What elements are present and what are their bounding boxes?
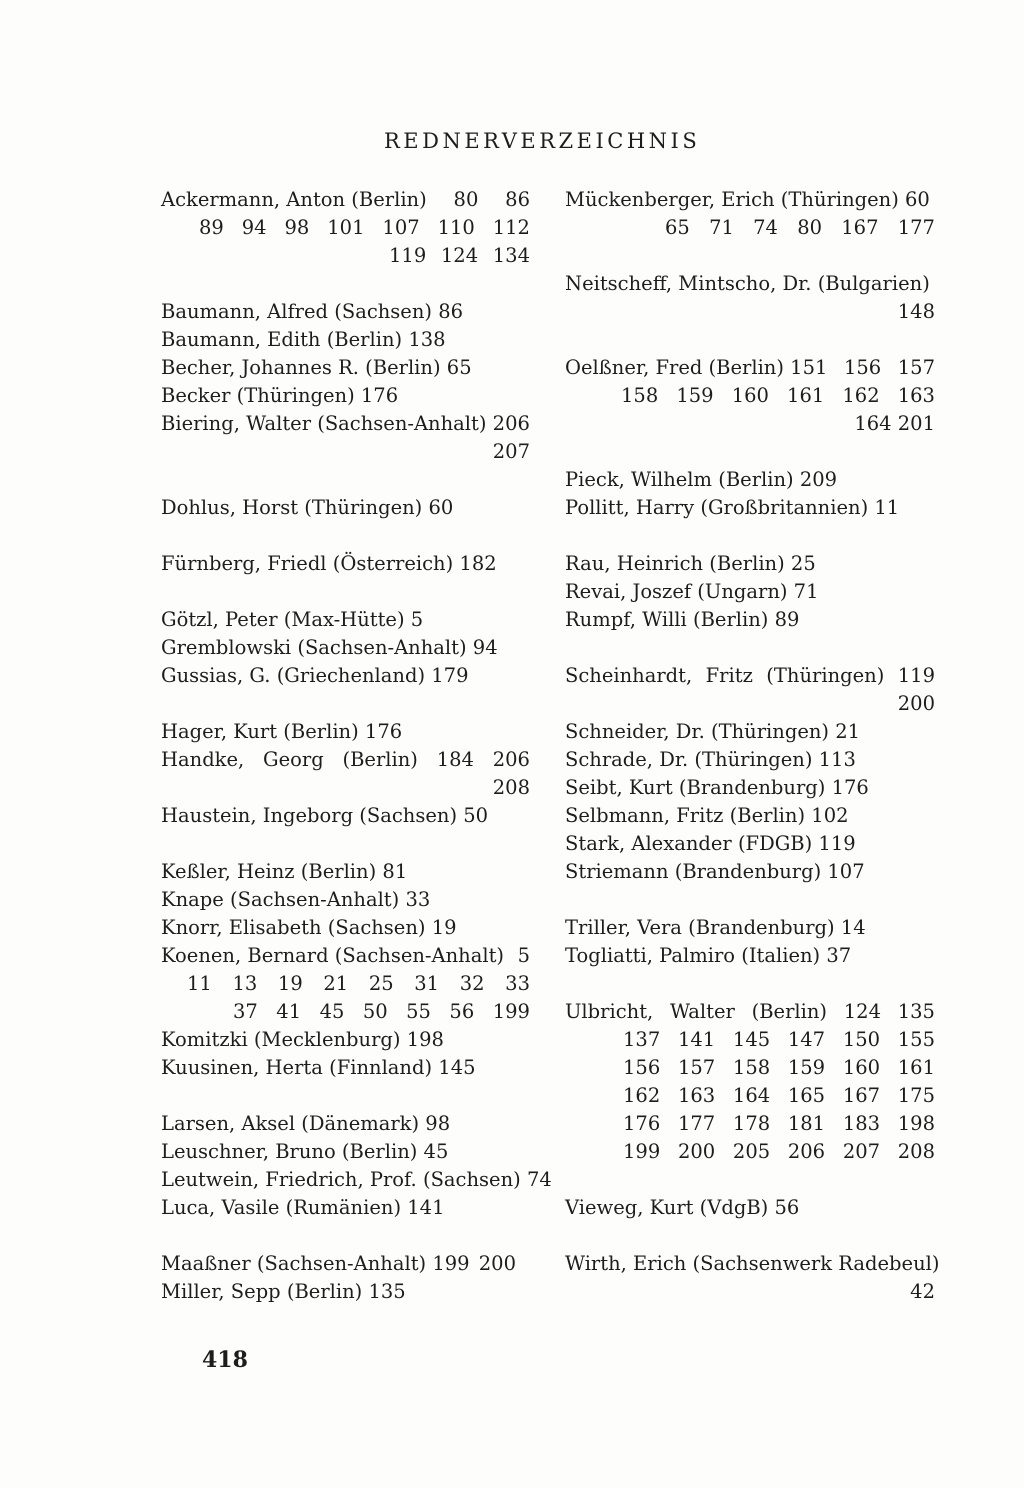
index-entry (161, 942, 530, 970)
index-entry: Hager, Kurt (Berlin) 176 (161, 720, 403, 743)
page-reference: 150 (842, 1028, 881, 1051)
index-entry (565, 998, 935, 1026)
page-reference: 159 (787, 1056, 826, 1079)
page-reference: 74 (753, 216, 778, 239)
index-entry: Knape (Sachsen-Anhalt) 33 (161, 888, 431, 911)
index-letter-group (161, 550, 530, 578)
speaker-name: Ackermann, Anton (Berlin) (161, 188, 427, 211)
page-reference: 163 (897, 384, 935, 407)
index-entry: Gremblowski (Sachsen-Anhalt) 94 (161, 636, 498, 659)
index-entry: Haustein, Ingeborg (Sachsen) 50 (161, 804, 489, 827)
page-reference: 156 (623, 1056, 661, 1079)
page-reference: 86 (505, 188, 530, 211)
page-reference: 206 (787, 1140, 826, 1163)
index-entry: Pieck, Wilhelm (Berlin) 209 (565, 468, 838, 491)
index-entry: Gussias, G. (Griechenland) 179 (161, 664, 469, 687)
page-reference: 94 (241, 216, 267, 239)
page-reference: 71 (709, 216, 734, 239)
page-reference: 32 (459, 972, 485, 995)
index-entry: Becker (Thüringen) 176 (161, 384, 399, 407)
index-page-continuation: 164 201 (854, 412, 935, 435)
index-entry (161, 186, 530, 214)
index-entry: Larsen, Aksel (Dänemark) 98 (161, 1112, 451, 1135)
index-word: (Berlin) (751, 1000, 828, 1023)
page-reference: 11 (187, 972, 212, 995)
index-word: Ulbricht, (565, 1000, 654, 1023)
index-entry: Vieweg, Kurt (VdgB) 56 (565, 1196, 800, 1219)
page-reference: 175 (897, 1084, 935, 1107)
index-page-references (161, 998, 530, 1026)
speaker-index-right-column (565, 186, 940, 1334)
page-reference: 200 (478, 1252, 516, 1275)
index-word: 124 (843, 1000, 881, 1023)
index-entry: Schneider, Dr. (Thüringen) 21 (565, 720, 861, 743)
page-reference: 13 (232, 972, 258, 995)
index-word: 135 (897, 1000, 935, 1023)
index-letter-group (565, 1194, 935, 1222)
page-reference: 33 (505, 972, 530, 995)
page-reference: 158 (732, 1056, 771, 1079)
page-reference: 199 (623, 1140, 661, 1163)
index-letter-group (161, 858, 530, 1082)
page-reference: 183 (842, 1112, 881, 1135)
page-reference: 50 (362, 1000, 388, 1023)
index-letter-group (565, 1250, 940, 1306)
index-word: (Thüringen) (766, 664, 885, 687)
page-reference: 164 (732, 1084, 771, 1107)
index-letter-group (161, 186, 530, 270)
index-letter-group (161, 1250, 530, 1306)
page-reference: 157 (897, 356, 935, 379)
index-page-references (565, 1110, 935, 1138)
index-entry: Fürnberg, Friedl (Österreich) 182 (161, 552, 497, 575)
page-reference: 80 (453, 188, 479, 211)
speaker-name: Koenen, Bernard (Sachsen-Anhalt) (161, 944, 505, 967)
page-reference: 167 (841, 216, 879, 239)
index-letter-group (565, 550, 935, 634)
index-entry: Wirth, Erich (Sachsenwerk Radebeul) (565, 1252, 940, 1275)
page-reference: 147 (787, 1028, 826, 1051)
page-reference: 112 (492, 216, 530, 239)
index-page-continuation: 42 (910, 1280, 935, 1303)
index-page-continuation: 200 (897, 692, 935, 715)
page-reference: 5 (517, 944, 530, 967)
index-entry: Dohlus, Horst (Thüringen) 60 (161, 496, 454, 519)
index-entry: Keßler, Heinz (Berlin) 81 (161, 860, 408, 883)
index-letter-group (565, 914, 935, 970)
speaker-name: Oelßner, Fred (Berlin) 151 (565, 356, 828, 379)
page-title: REDNERVERZEICHNIS (384, 129, 701, 153)
index-page-continuation: 207 (492, 440, 530, 463)
index-page-references (161, 242, 530, 270)
page-reference: 167 (842, 1084, 881, 1107)
index-page-continuation: 148 (897, 300, 935, 323)
page-reference: 101 (327, 216, 365, 239)
index-word: Georg (263, 748, 324, 771)
page-reference: 55 (406, 1000, 431, 1023)
page-reference: 200 (677, 1140, 716, 1163)
index-entry: Triller, Vera (Brandenburg) 14 (565, 916, 866, 939)
index-entry: Schrade, Dr. (Thüringen) 113 (565, 748, 856, 771)
index-entry: Baumann, Edith (Berlin) 138 (161, 328, 446, 351)
index-page-references (565, 214, 935, 242)
index-entry: Neitscheff, Mintscho, Dr. (Bulgarien) (565, 272, 930, 295)
page-reference: 19 (277, 972, 303, 995)
page-reference: 80 (797, 216, 823, 239)
page-reference: 208 (897, 1140, 935, 1163)
page-reference: 110 (437, 216, 475, 239)
page-reference: 37 (233, 1000, 258, 1023)
index-entry: Miller, Sepp (Berlin) 135 (161, 1280, 406, 1303)
index-word: Handke, (161, 748, 245, 771)
index-entry: Striemann (Brandenburg) 107 (565, 860, 865, 883)
page-reference: 119 (389, 244, 427, 267)
index-page-references (565, 1082, 935, 1110)
index-entry: Baumann, Alfred (Sachsen) 86 (161, 300, 464, 323)
index-entry (161, 1250, 530, 1278)
page-reference: 25 (368, 972, 394, 995)
index-page-references (565, 1138, 935, 1166)
index-word: (Berlin) (342, 748, 418, 771)
index-entry: Leuschner, Bruno (Berlin) 45 (161, 1140, 449, 1163)
page-reference: 21 (323, 972, 349, 995)
page-reference: 134 (492, 244, 530, 267)
page-reference: 162 (842, 384, 880, 407)
index-letter-group (161, 298, 530, 466)
page-reference: 156 (843, 356, 882, 379)
speaker-name: Maaßner (Sachsen-Anhalt) 199 (161, 1252, 470, 1275)
index-entry: Togliatti, Palmiro (Italien) 37 (565, 944, 852, 967)
page-reference: 124 (440, 244, 479, 267)
index-entry: Leutwein, Friedrich, Prof. (Sachsen) 74 (161, 1168, 552, 1191)
index-letter-group (565, 998, 935, 1166)
page-reference: 137 (623, 1028, 661, 1051)
page-reference: 45 (319, 1000, 345, 1023)
index-entry: Götzl, Peter (Max-Hütte) 5 (161, 608, 424, 631)
index-entry (565, 354, 935, 382)
index-entry: Seibt, Kurt (Brandenburg) 176 (565, 776, 869, 799)
index-entry: Becher, Johannes R. (Berlin) 65 (161, 356, 472, 379)
index-letter-group (161, 494, 530, 522)
page-reference: 89 (199, 216, 224, 239)
page-reference: 162 (623, 1084, 661, 1107)
page-reference: 178 (732, 1112, 771, 1135)
page-reference: 107 (382, 216, 420, 239)
page-reference: 157 (677, 1056, 716, 1079)
page-reference: 161 (787, 384, 825, 407)
page-reference: 199 (492, 1000, 530, 1023)
page-reference: 98 (284, 216, 310, 239)
page-reference: 176 (623, 1112, 661, 1135)
page-reference: 31 (414, 972, 440, 995)
index-entry: Rau, Heinrich (Berlin) 25 (565, 552, 816, 575)
index-page-continuation: 208 (492, 776, 530, 799)
index-word: Fritz (705, 664, 753, 687)
page-reference: 65 (665, 216, 690, 239)
index-entry: Mückenberger, Erich (Thüringen) 60 (565, 188, 930, 211)
index-page-references (565, 382, 935, 410)
index-entry (565, 662, 935, 690)
index-entry: Pollitt, Harry (Großbritannien) 11 (565, 496, 900, 519)
index-entry: Revai, Joszef (Ungarn) 71 (565, 580, 819, 603)
index-entry: Komitzki (Mecklenburg) 198 (161, 1028, 444, 1051)
page-reference: 161 (897, 1056, 935, 1079)
page-reference: 160 (731, 384, 769, 407)
page-reference: 205 (732, 1140, 771, 1163)
index-letter-group (161, 606, 530, 690)
index-word: 119 (897, 664, 935, 687)
page-reference: 177 (677, 1112, 716, 1135)
page-reference: 41 (276, 1000, 302, 1023)
speaker-index-left-column (161, 186, 552, 1334)
index-word: 184 (436, 748, 474, 771)
index-word: 206 (492, 748, 530, 771)
index-page-references (565, 1026, 935, 1054)
page-number: 418 (202, 1347, 248, 1373)
index-letter-group (565, 662, 935, 886)
index-entry: Luca, Vasile (Rumänien) 141 (161, 1196, 445, 1219)
index-word: Scheinhardt, (565, 664, 693, 687)
page-reference: 145 (732, 1028, 771, 1051)
index-letter-group (565, 354, 935, 438)
page-reference: 198 (897, 1112, 935, 1135)
index-entry: Stark, Alexander (FDGB) 119 (565, 832, 856, 855)
page-reference: 159 (676, 384, 714, 407)
index-page-references (565, 1054, 935, 1082)
index-entry: Kuusinen, Herta (Finnland) 145 (161, 1056, 476, 1079)
index-entry: Biering, Walter (Sachsen-Anhalt) 206 (161, 412, 530, 435)
index-entry: Selbmann, Fritz (Berlin) 102 (565, 804, 849, 827)
index-letter-group (161, 718, 530, 830)
page-reference: 56 (449, 1000, 475, 1023)
page-reference: 165 (787, 1084, 826, 1107)
index-letter-group (565, 186, 935, 242)
index-letter-group (565, 270, 935, 326)
page-reference: 181 (787, 1112, 826, 1135)
index-entry: Knorr, Elisabeth (Sachsen) 19 (161, 916, 457, 939)
page-reference: 160 (842, 1056, 881, 1079)
page-reference: 207 (842, 1140, 881, 1163)
index-page-references (161, 970, 530, 998)
index-word: Walter (669, 1000, 735, 1023)
index-entry (161, 746, 530, 774)
page-reference: 155 (897, 1028, 935, 1051)
index-letter-group (565, 466, 935, 522)
index-entry: Rumpf, Willi (Berlin) 89 (565, 608, 800, 631)
page-reference: 163 (677, 1084, 716, 1107)
index-page-references (161, 214, 530, 242)
index-letter-group (161, 1110, 552, 1222)
page-reference: 177 (897, 216, 935, 239)
page-reference: 158 (621, 384, 659, 407)
page-reference: 141 (677, 1028, 716, 1051)
